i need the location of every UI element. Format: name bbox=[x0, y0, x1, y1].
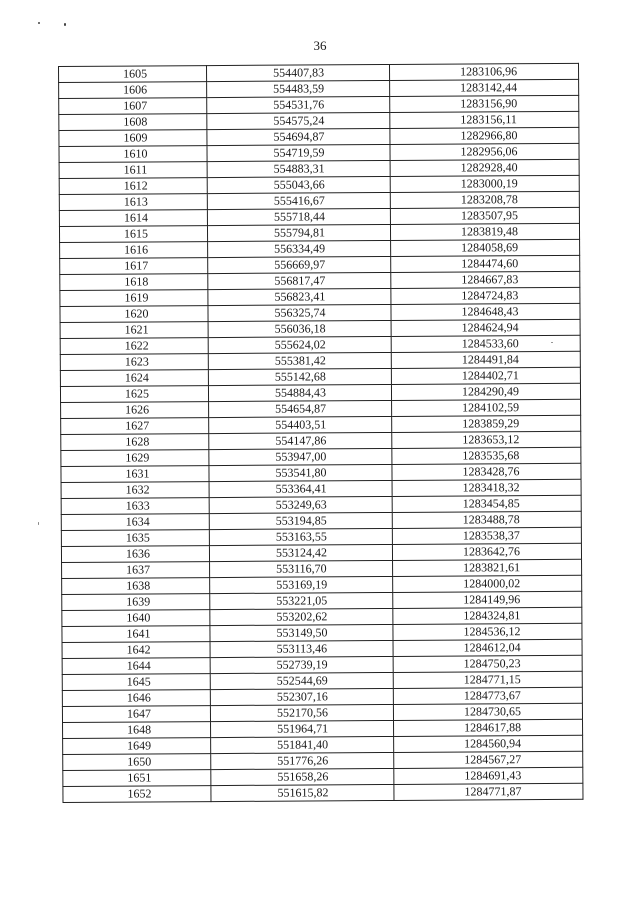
y-coordinate-cell: 1283000,19 bbox=[390, 175, 579, 192]
y-coordinate-cell: 1284474,60 bbox=[391, 255, 580, 272]
x-coordinate-cell: 552544,69 bbox=[210, 672, 393, 689]
y-coordinate-cell: 1283428,76 bbox=[392, 463, 581, 480]
point-number-cell: 1624 bbox=[60, 370, 208, 387]
point-number-cell: 1649 bbox=[63, 738, 211, 755]
point-number-cell: 1612 bbox=[59, 178, 207, 195]
x-coordinate-cell: 554147,86 bbox=[209, 432, 392, 449]
point-number-cell: 1651 bbox=[63, 770, 211, 787]
point-number-cell: 1627 bbox=[61, 418, 209, 435]
point-number-cell: 1640 bbox=[62, 610, 210, 627]
y-coordinate-cell: 1284667,83 bbox=[391, 271, 580, 288]
x-coordinate-cell: 556669,97 bbox=[208, 256, 391, 273]
x-coordinate-cell: 552739,19 bbox=[210, 656, 393, 673]
point-number-cell: 1618 bbox=[60, 274, 208, 291]
point-number-cell: 1605 bbox=[59, 66, 207, 83]
point-number-cell: 1634 bbox=[61, 514, 209, 531]
x-coordinate-cell: 551841,40 bbox=[211, 736, 394, 753]
x-coordinate-cell: 554883,31 bbox=[207, 160, 390, 177]
y-coordinate-cell: 1284612,04 bbox=[393, 639, 582, 656]
point-number-cell: 1633 bbox=[61, 498, 209, 515]
x-coordinate-cell: 554694,87 bbox=[207, 128, 390, 145]
point-number-cell: 1642 bbox=[62, 642, 210, 659]
x-coordinate-cell: 553124,42 bbox=[209, 544, 392, 561]
y-coordinate-cell: 1284750,23 bbox=[393, 655, 582, 672]
y-coordinate-cell: 1284617,88 bbox=[394, 719, 583, 736]
point-number-cell: 1625 bbox=[60, 386, 208, 403]
x-coordinate-cell: 553116,70 bbox=[210, 560, 393, 577]
x-coordinate-cell: 553221,05 bbox=[210, 592, 393, 609]
y-coordinate-cell: 1283653,12 bbox=[392, 431, 581, 448]
point-number-cell: 1620 bbox=[60, 306, 208, 323]
y-coordinate-cell: 1283642,76 bbox=[392, 543, 581, 560]
y-coordinate-cell: 1284491,84 bbox=[391, 351, 580, 368]
point-number-cell: 1608 bbox=[59, 114, 207, 131]
y-coordinate-cell: 1283535,68 bbox=[392, 447, 581, 464]
y-coordinate-cell: 1283156,90 bbox=[390, 95, 579, 112]
coordinates-table bbox=[58, 63, 583, 803]
y-coordinate-cell: 1283418,32 bbox=[392, 479, 581, 496]
point-number-cell: 1607 bbox=[59, 98, 207, 115]
y-coordinate-cell: 1283156,11 bbox=[390, 111, 579, 128]
x-coordinate-cell: 552170,56 bbox=[210, 704, 393, 721]
y-coordinate-cell: 1284290,49 bbox=[391, 383, 580, 400]
y-coordinate-cell: 1284560,94 bbox=[394, 735, 583, 752]
y-coordinate-cell: 1284000,02 bbox=[393, 575, 582, 592]
x-coordinate-cell: 556325,74 bbox=[208, 304, 391, 321]
x-coordinate-cell: 553249,63 bbox=[209, 496, 392, 513]
x-coordinate-cell: 555381,42 bbox=[208, 352, 391, 369]
y-coordinate-cell: 1284648,43 bbox=[391, 303, 580, 320]
y-coordinate-cell: 1284773,67 bbox=[393, 687, 582, 704]
y-coordinate-cell: 1283819,48 bbox=[390, 223, 579, 240]
y-coordinate-cell: 1283142,44 bbox=[390, 79, 579, 96]
point-number-cell: 1629 bbox=[61, 450, 209, 467]
y-coordinate-cell: 1282966,80 bbox=[390, 127, 579, 144]
point-number-cell: 1610 bbox=[59, 146, 207, 163]
point-number-cell: 1619 bbox=[60, 290, 208, 307]
x-coordinate-cell: 554531,76 bbox=[207, 96, 390, 113]
point-number-cell: 1613 bbox=[59, 194, 207, 211]
x-coordinate-cell: 554654,87 bbox=[209, 400, 392, 417]
x-coordinate-cell: 556036,18 bbox=[208, 320, 391, 337]
x-coordinate-cell: 551658,26 bbox=[211, 768, 394, 785]
x-coordinate-cell: 553541,80 bbox=[209, 464, 392, 481]
x-coordinate-cell: 555043,66 bbox=[207, 176, 390, 193]
x-coordinate-cell: 551615,82 bbox=[211, 784, 394, 801]
x-coordinate-cell: 553113,46 bbox=[210, 640, 393, 657]
y-coordinate-cell: 1284402,71 bbox=[391, 367, 580, 384]
x-coordinate-cell: 555624,02 bbox=[208, 336, 391, 353]
point-number-cell: 1648 bbox=[63, 722, 211, 739]
x-coordinate-cell: 556817,47 bbox=[208, 272, 391, 289]
x-coordinate-cell: 552307,16 bbox=[210, 688, 393, 705]
point-number-cell: 1626 bbox=[61, 402, 209, 419]
scan-speck bbox=[38, 522, 39, 525]
x-coordinate-cell: 553202,62 bbox=[210, 608, 393, 625]
point-number-cell: 1621 bbox=[60, 322, 208, 339]
y-coordinate-cell: 1284624,94 bbox=[391, 319, 580, 336]
x-coordinate-cell: 555794,81 bbox=[207, 224, 390, 241]
y-coordinate-cell: 1284724,83 bbox=[391, 287, 580, 304]
x-coordinate-cell: 551964,71 bbox=[211, 720, 394, 737]
point-number-cell: 1635 bbox=[61, 530, 209, 547]
y-coordinate-cell: 1283859,29 bbox=[392, 415, 581, 432]
y-coordinate-cell: 1283821,61 bbox=[393, 559, 582, 576]
point-number-cell: 1616 bbox=[60, 242, 208, 259]
y-coordinate-cell: 1283106,96 bbox=[389, 63, 578, 80]
y-coordinate-cell: 1284102,59 bbox=[392, 399, 581, 416]
point-number-cell: 1646 bbox=[62, 690, 210, 707]
point-number-cell: 1652 bbox=[63, 786, 211, 803]
scan-speck bbox=[38, 22, 40, 24]
coordinates-table-body bbox=[59, 63, 583, 802]
point-number-cell: 1639 bbox=[62, 594, 210, 611]
x-coordinate-cell: 554575,24 bbox=[207, 112, 390, 129]
y-coordinate-cell: 1283208,78 bbox=[390, 191, 579, 208]
x-coordinate-cell: 554884,43 bbox=[208, 384, 391, 401]
point-number-cell: 1628 bbox=[61, 434, 209, 451]
point-number-cell: 1638 bbox=[62, 578, 210, 595]
point-number-cell: 1631 bbox=[61, 466, 209, 483]
y-coordinate-cell: 1284058,69 bbox=[391, 239, 580, 256]
point-number-cell: 1611 bbox=[59, 162, 207, 179]
y-coordinate-cell: 1282956,06 bbox=[390, 143, 579, 160]
y-coordinate-cell: 1283488,78 bbox=[392, 511, 581, 528]
y-coordinate-cell: 1284536,12 bbox=[393, 623, 582, 640]
point-number-cell: 1637 bbox=[62, 562, 210, 579]
x-coordinate-cell: 553149,50 bbox=[210, 624, 393, 641]
y-coordinate-cell: 1283507,95 bbox=[390, 207, 579, 224]
point-number-cell: 1614 bbox=[59, 210, 207, 227]
y-coordinate-cell: 1284324,81 bbox=[393, 607, 582, 624]
x-coordinate-cell: 553947,00 bbox=[209, 448, 392, 465]
point-number-cell: 1650 bbox=[63, 754, 211, 771]
x-coordinate-cell: 553364,41 bbox=[209, 480, 392, 497]
y-coordinate-cell: 1284149,96 bbox=[393, 591, 582, 608]
x-coordinate-cell: 554719,59 bbox=[207, 144, 390, 161]
x-coordinate-cell: 555718,44 bbox=[207, 208, 390, 225]
point-number-cell: 1641 bbox=[62, 626, 210, 643]
point-number-cell: 1644 bbox=[62, 658, 210, 675]
y-coordinate-cell: 1284730,65 bbox=[393, 703, 582, 720]
y-coordinate-cell: 1284771,15 bbox=[393, 671, 582, 688]
x-coordinate-cell: 553194,85 bbox=[209, 512, 392, 529]
x-coordinate-cell: 554483,59 bbox=[207, 80, 390, 97]
y-coordinate-cell: 1284771,87 bbox=[394, 783, 583, 800]
point-number-cell: 1636 bbox=[61, 546, 209, 563]
point-number-cell: 1632 bbox=[61, 482, 209, 499]
y-coordinate-cell: 1283454,85 bbox=[392, 495, 581, 512]
page-number: 36 bbox=[313, 38, 327, 53]
point-number-cell: 1615 bbox=[59, 226, 207, 243]
x-coordinate-cell: 551776,26 bbox=[211, 752, 394, 769]
x-coordinate-cell: 555416,67 bbox=[207, 192, 390, 209]
point-number-cell: 1647 bbox=[62, 706, 210, 723]
y-coordinate-cell: 1284691,43 bbox=[394, 767, 583, 784]
x-coordinate-cell: 553163,55 bbox=[209, 528, 392, 545]
point-number-cell: 1617 bbox=[60, 258, 208, 275]
table-row bbox=[63, 783, 583, 802]
point-number-cell: 1609 bbox=[59, 130, 207, 147]
x-coordinate-cell: 555142,68 bbox=[208, 368, 391, 385]
x-coordinate-cell: 556334,49 bbox=[208, 240, 391, 257]
y-coordinate-cell: 1284533,60 bbox=[391, 335, 580, 352]
x-coordinate-cell: 554407,83 bbox=[207, 64, 390, 81]
y-coordinate-cell: 1284567,27 bbox=[394, 751, 583, 768]
point-number-cell: 1606 bbox=[59, 82, 207, 99]
point-number-cell: 1645 bbox=[62, 674, 210, 691]
point-number-cell: 1623 bbox=[60, 354, 208, 371]
y-coordinate-cell: 1283538,37 bbox=[392, 527, 581, 544]
x-coordinate-cell: 553169,19 bbox=[210, 576, 393, 593]
y-coordinate-cell: 1282928,40 bbox=[390, 159, 579, 176]
scan-speck bbox=[64, 23, 66, 26]
point-number-cell: 1622 bbox=[60, 338, 208, 355]
x-coordinate-cell: 556823,41 bbox=[208, 288, 391, 305]
x-coordinate-cell: 554403,51 bbox=[209, 416, 392, 433]
